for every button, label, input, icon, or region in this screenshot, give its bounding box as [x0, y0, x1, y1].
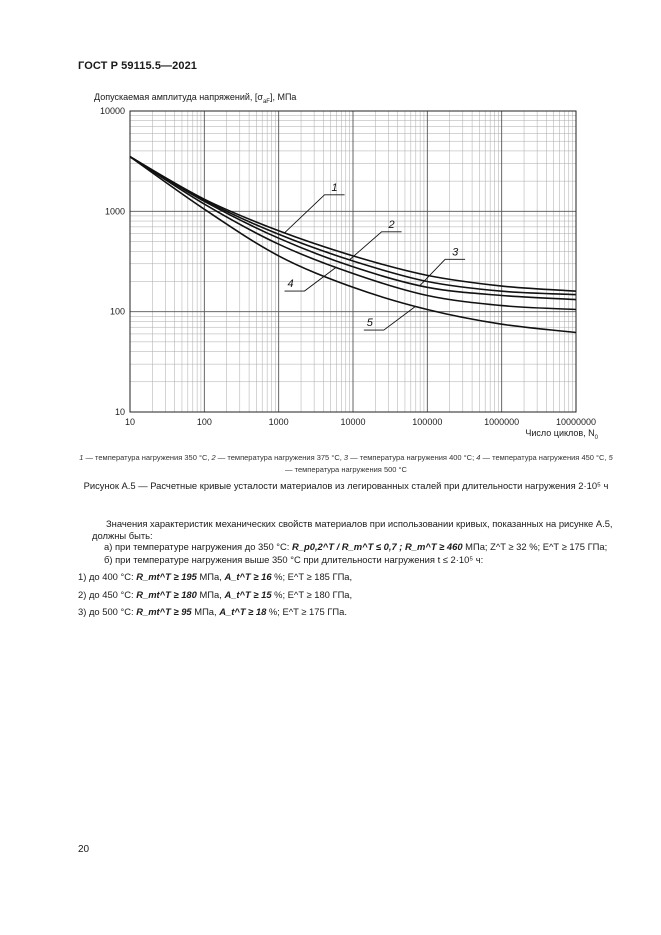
legend-item: 3 — температура нагружения 400 °С; — [343, 453, 477, 462]
legend-item: 4 — температура нагружения 450 °С, — [476, 453, 609, 462]
item-b: б) при температуре нагружения выше 350 °С при длительности нагружения t ≤ 2·10⁵ ч: — [104, 554, 484, 565]
formula: R_p0,2^T / R_m^T ≤ 0,7 ; — [292, 541, 403, 552]
formula: R_mt^T ≥ 195 — [136, 571, 197, 582]
x-tick-label: 10000 — [340, 417, 366, 427]
curve-label-1: 1 — [331, 181, 338, 194]
list-item: 2) до 450 °С: R_mt^T ≥ 180 МПа, A_t^T ≥ 15 %; E^T ≥ 180 ГПа, — [78, 589, 353, 600]
curve-label-5: 5 — [366, 317, 373, 330]
chart-legend — [78, 452, 614, 476]
formula: A_t^T ≥ 15 — [224, 589, 272, 600]
curve-label-3: 3 — [452, 246, 459, 259]
list-item: 1) до 400 °С: R_mt^T ≥ 195 МПа, A_t^T ≥ 16 %; E^T ≥ 185 ГПа, — [78, 571, 353, 582]
document-header: ГОСТ Р 59115.5—2021 — [78, 60, 198, 72]
formula: A_t^T ≥ 18 — [219, 606, 267, 617]
figure-caption: Рисунок А.5 — Расчетные кривые усталости материалов из легированных сталей при длительности нагружения 2·10⁵ ч — [83, 480, 609, 491]
item-a: а) при температуре нагружения до 350 °С: R_p0,2^T / R_m^T ≤ 0,7 ; R_m^T ≥ 460 МПа; Z^T ≥ 32 %; E^T ≥ 175 ГПа; — [104, 541, 608, 552]
x-tick-label: 100 — [196, 417, 212, 427]
body-paragraph: Значения характеристик механических свойств материалов при использовании кривых, показанных на рисунке А.5, должны быть: — [92, 518, 613, 541]
x-tick-label: 1000000 — [484, 417, 520, 427]
curve-label-4: 4 — [287, 278, 294, 291]
page-number: 20 — [78, 844, 90, 855]
x-tick-label: 1000 — [268, 417, 289, 427]
y-tick-label: 100 — [109, 306, 125, 317]
y-tick-label: 10000 — [99, 106, 125, 116]
chart-x-axis-label: Число циклов, $N_0$ — [525, 428, 598, 441]
y-tick-label: 10 — [114, 407, 125, 417]
curve-label-2: 2 — [388, 218, 395, 231]
x-tick-label: 100000 — [412, 417, 443, 427]
formula: A_t^T ≥ 16 — [224, 571, 272, 582]
legend-item: 1 — температура нагружения 350 °С, — [79, 453, 212, 462]
formula: R_m^T ≥ 460 — [405, 541, 463, 552]
y-tick-label: 1000 — [104, 206, 125, 217]
formula: R_mt^T ≥ 180 — [136, 589, 197, 600]
x-tick-label: 10000000 — [555, 417, 597, 427]
legend-item: 2 — температура нагружения 375 °С, — [211, 453, 344, 462]
formula: R_mt^T ≥ 95 — [136, 606, 192, 617]
list-item: 3) до 500 °С: R_mt^T ≥ 95 МПа, A_t^T ≥ 18 %; E^T ≥ 175 ГПа. — [78, 606, 347, 617]
chart-y-axis-label: Допускаемая амплитуда напряжений, $[\sigma_{aF}]$, МПа — [94, 92, 297, 105]
legend-item: 5 — температура нагружения 500 °С — [285, 453, 613, 474]
x-tick-label: 10 — [124, 417, 136, 427]
